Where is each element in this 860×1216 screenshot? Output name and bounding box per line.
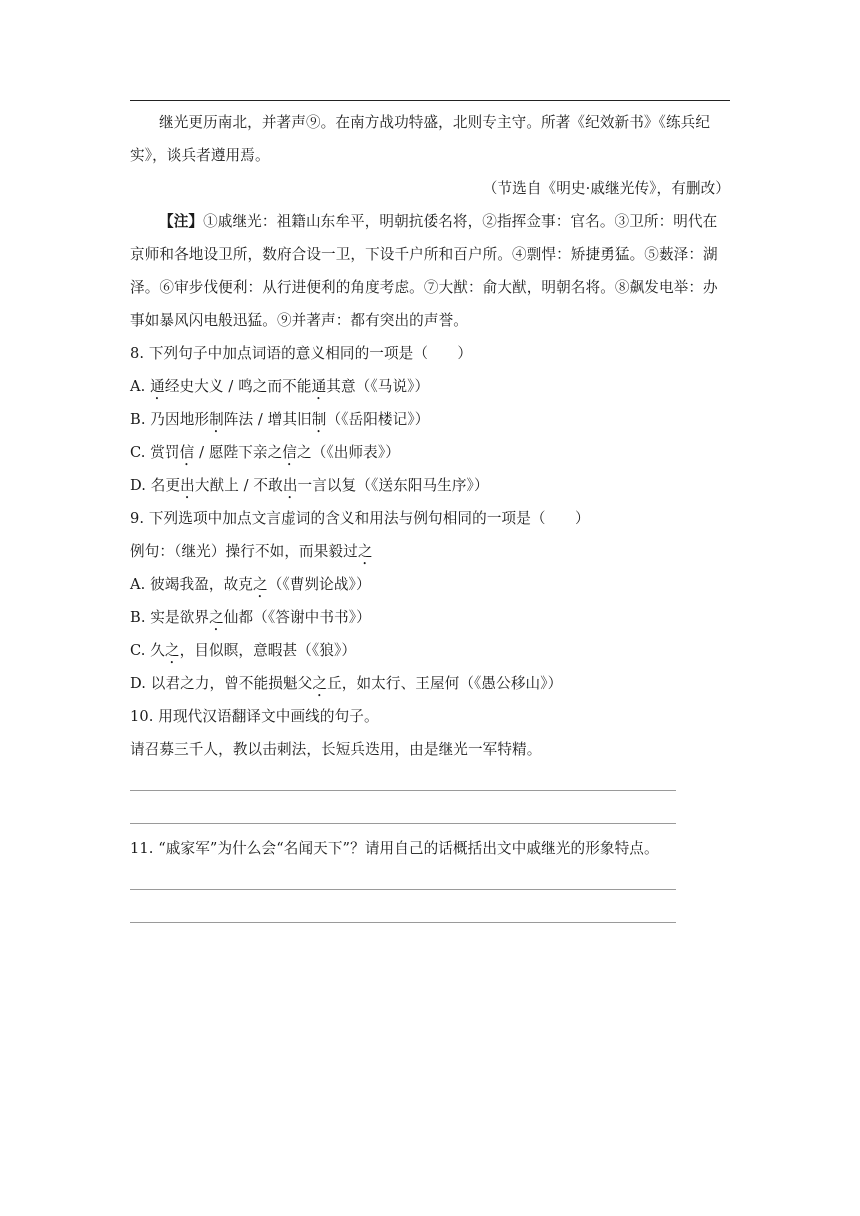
- dotted-word: 出: [282, 477, 298, 494]
- dotted-word: 通: [150, 378, 165, 395]
- option-text: C. 久: [130, 642, 165, 659]
- option-text: 其意（《马说》）: [326, 378, 430, 395]
- option-text: A.: [130, 378, 151, 395]
- question-8-option-d[interactable]: [130, 469, 730, 502]
- notes-line: 事如暴风闪电般迅猛。⑨并著声：都有突出的声誉。: [130, 312, 468, 329]
- option-text: 大猷上 / 不敢: [194, 477, 283, 494]
- notes-line: 京师和各地设卫所，数府合设一卫，下设千户所和百户所。④剽悍：矫捷勇猛。⑤薮泽：湖: [130, 246, 718, 263]
- notes-line: 泽。⑥审步伐便利：从行进便利的角度考虑。⑦大猷：俞大猷，明朝名将。⑧飙发电举：办: [130, 279, 718, 296]
- dotted-word: 信: [179, 444, 195, 461]
- question-9-example: [130, 535, 730, 568]
- option-text: 之（《出师表》）: [297, 444, 400, 461]
- option-text: 仙都（《答谢中书书》）: [223, 609, 371, 626]
- dotted-word: 通: [311, 378, 327, 395]
- option-text: 一言以复（《送东阳马生序》）: [297, 477, 489, 494]
- option-text: （《岳阳楼记》）: [326, 411, 430, 428]
- answer-line[interactable]: [130, 865, 676, 898]
- question-8-option-a[interactable]: [130, 370, 730, 403]
- question-9-option-c[interactable]: [130, 634, 730, 667]
- question-8-option-b[interactable]: [130, 403, 730, 436]
- page-content: [130, 106, 730, 931]
- passage-line: 继光更历南北，并著声⑨。在南方战功特盛，北则专主守。所著《纪效新书》《练兵纪: [159, 114, 711, 131]
- option-text: 经史大义 / 鸣之而不能: [164, 378, 312, 395]
- notes-line: [130, 205, 730, 238]
- option-text: 丘，如太行、王屋何（《愚公移山》）: [327, 675, 563, 692]
- option-text: ，目似瞑，意暇甚（《狼》）: [179, 642, 357, 659]
- option-text: / 愿陛下亲之: [194, 444, 283, 461]
- passage-source: （节选自《明史·戚继光传》，有删改）: [482, 180, 730, 197]
- question-8-stem: 8. 下列句子中加点词语的意义相同的一项是（ ）: [130, 345, 473, 362]
- dotted-word: 之: [252, 576, 268, 593]
- answer-line[interactable]: [130, 898, 676, 931]
- option-text: B. 实是欲界: [130, 609, 210, 626]
- dotted-word: 之: [209, 609, 224, 626]
- passage-line: 实》，谈兵者遵用焉。: [130, 147, 270, 164]
- option-text: （《曹刿论战》）: [267, 576, 371, 593]
- header-rule: [130, 100, 730, 101]
- dotted-word: 之: [357, 543, 373, 560]
- option-text: C. 赏罚: [130, 444, 180, 461]
- dotted-word: 之: [312, 675, 328, 692]
- question-9-option-d[interactable]: [130, 667, 730, 700]
- notes-label: 【注】: [159, 213, 204, 230]
- question-10-sentence: 请召募三千人，教以击刺法，长短兵迭用，由是继光一军特精。: [130, 741, 542, 758]
- dotted-word: 出: [180, 477, 195, 494]
- question-8-option-c[interactable]: [130, 436, 730, 469]
- option-text: D. 名更: [130, 477, 181, 494]
- notes-text: ①戚继光：祖籍山东牟平，明朝抗倭名将，②指挥佥事：官名。③卫所：明代在: [203, 213, 718, 230]
- answer-line[interactable]: [130, 766, 676, 799]
- dotted-word: 制: [209, 411, 224, 428]
- dotted-word: 信: [282, 444, 297, 461]
- example-text: 例句：（继光）操行不如，而果毅过: [130, 543, 358, 560]
- question-9-option-a[interactable]: [130, 568, 730, 601]
- question-10-stem: 10. 用现代汉语翻译文中画线的句子。: [130, 708, 379, 725]
- dotted-word: 之: [164, 642, 180, 659]
- dotted-word: 制: [311, 411, 327, 428]
- option-text: D. 以君之力，曾不能损魁父: [130, 675, 313, 692]
- option-text: 阵法 / 增其旧: [223, 411, 312, 428]
- option-text: B. 乃因地形: [130, 411, 210, 428]
- question-9-option-b[interactable]: [130, 601, 730, 634]
- question-9-stem: 9. 下列选项中加点文言虚词的含义和用法与例句相同的一项是（ ）: [130, 510, 590, 527]
- question-11-stem: 11. “戚家军”为什么会“名闻天下”？请用自己的话概括出文中戚继光的形象特点。: [130, 840, 659, 857]
- answer-line[interactable]: [130, 799, 676, 832]
- option-text: A. 彼竭我盈，故克: [130, 576, 253, 593]
